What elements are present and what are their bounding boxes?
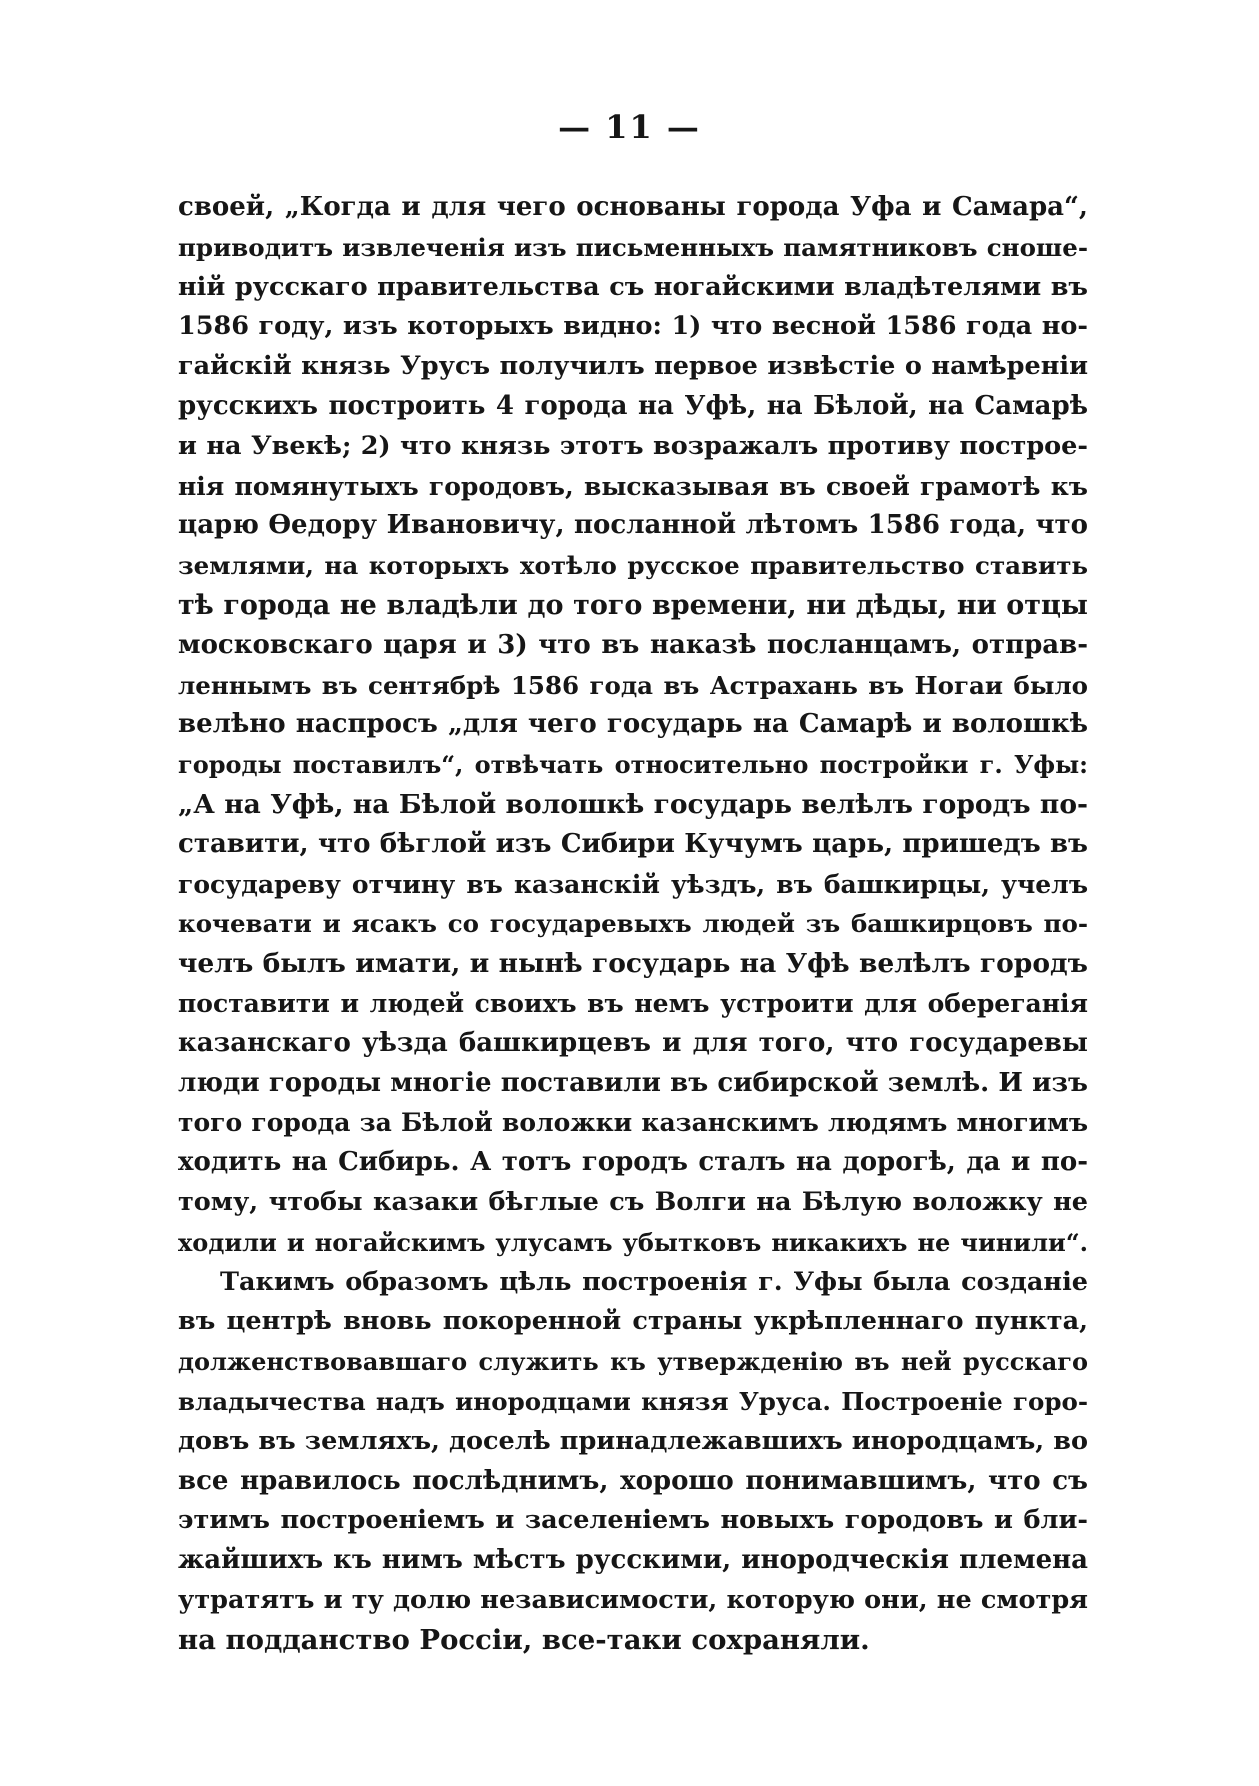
page-number: — 11 — <box>558 108 701 146</box>
text-line: леннымъ въ сентябрѣ 1586 года въ Астрахань въ Ногаи было <box>178 670 1088 700</box>
text-line: долженствовавшаго служить къ утвержденію въ ней русскаго <box>178 1347 1088 1377</box>
text-line: кочевати и ясакъ со государевыхъ людей зъ башкирцовъ по- <box>178 909 1088 939</box>
text-line: велѣно наспросъ „для чего государь на Самарѣ и волошкѣ <box>178 709 1088 740</box>
text-line: царю Ѳедору Ивановичу, посланной лѣтомъ 1586 года, что <box>178 510 1088 541</box>
text-line: люди городы многіе поставили въ сибирской землѣ. И изъ <box>178 1067 1088 1098</box>
text-line: все нравилось послѣднимъ, хорошо понимавшимъ, что съ <box>178 1465 1088 1496</box>
text-line: государеву отчину въ казанскій уѣздъ, въ башкирцы, учелъ <box>178 869 1088 899</box>
text-line: нія помянутыхъ городовъ, высказывая въ своей грамотѣ къ <box>178 471 1088 501</box>
paragraph-1 <box>178 188 1088 1263</box>
text-line: тому, чтобы казаки бѣглые съ Волги на Бѣлую воложку не <box>178 1186 1088 1217</box>
body-text <box>178 188 1088 1660</box>
text-line: русскихъ построить 4 города на Уфѣ, на Бѣлой, на Самарѣ <box>178 390 1088 421</box>
text-line: своей, „Когда и для чего основаны города Уфа и Самара“, <box>178 192 1088 222</box>
text-line: приводитъ извлеченія изъ письменныхъ памятниковъ сноше- <box>178 232 1088 262</box>
text-line: того города за Бѣлой воложки казанскимъ людямъ многимъ <box>178 1108 1088 1138</box>
text-line: жайшихъ къ нимъ мѣстъ русскими, инородческія племена <box>178 1545 1088 1576</box>
text-line: городы поставилъ“, отвѣчать относительно постройки г. Уфы: <box>178 750 1088 780</box>
text-line: и на Увекѣ; 2) что князь этотъ возражалъ противу построе- <box>178 430 1088 461</box>
text-line: владычества надъ инородцами князя Уруса. Построеніе горо- <box>178 1386 1088 1416</box>
paragraph-2 <box>178 1263 1088 1661</box>
text-line: гайскій князь Урусъ получилъ первое извѣстіе о намѣреніи <box>178 351 1088 382</box>
text-line: ходили и ногайскимъ улусамъ убытковъ никакихъ не чинили“. <box>178 1227 1088 1257</box>
text-line: 1586 году, изъ которыхъ видно: 1) что весной 1586 года но- <box>178 311 1088 342</box>
text-line: Такимъ образомъ цѣль построенія г. Уфы была созданіе <box>220 1266 1088 1297</box>
text-line: поставити и людей своихъ въ немъ устроити для обереганія <box>178 988 1088 1018</box>
text-line: землями, на которыхъ хотѣло русское правительство ставить <box>178 551 1088 581</box>
text-line: ній русскаго правительства съ ногайскими владѣтелями въ <box>178 271 1088 302</box>
text-line: „А на Уфѣ, на Бѣлой волошкѣ государь велѣлъ городъ по- <box>178 788 1088 820</box>
text-line: казанскаго уѣзда башкирцевъ и для того, что государевы <box>178 1027 1088 1058</box>
text-line: на подданство Россіи, все-таки сохраняли. <box>178 1623 870 1656</box>
text-line: челъ былъ имати, и нынѣ государь на Уфѣ велѣлъ городъ <box>178 948 1088 980</box>
text-line: ставити, что бѣглой изъ Сибири Кучумъ царь, пришедъ въ <box>178 828 1088 859</box>
text-line: довъ въ земляхъ, доселѣ принадлежавшихъ инородцамъ, во <box>178 1425 1088 1456</box>
text-line: московскаго царя и 3) что въ наказѣ посланцамъ, отправ- <box>178 629 1088 660</box>
text-line: тѣ города не владѣли до того времени, ни дѣды, ни отцы <box>178 589 1088 621</box>
text-line: утратятъ и ту долю независимости, которую они, не смотря <box>178 1584 1088 1615</box>
text-line: этимъ построеніемъ и заселеніемъ новыхъ городовъ и бли- <box>178 1505 1088 1536</box>
text-line: въ центрѣ вновь покоренной страны укрѣпленнаго пункта, <box>178 1306 1088 1337</box>
text-line: ходить на Сибирь. А тотъ городъ сталъ на дорогѣ, да и по- <box>178 1147 1088 1178</box>
